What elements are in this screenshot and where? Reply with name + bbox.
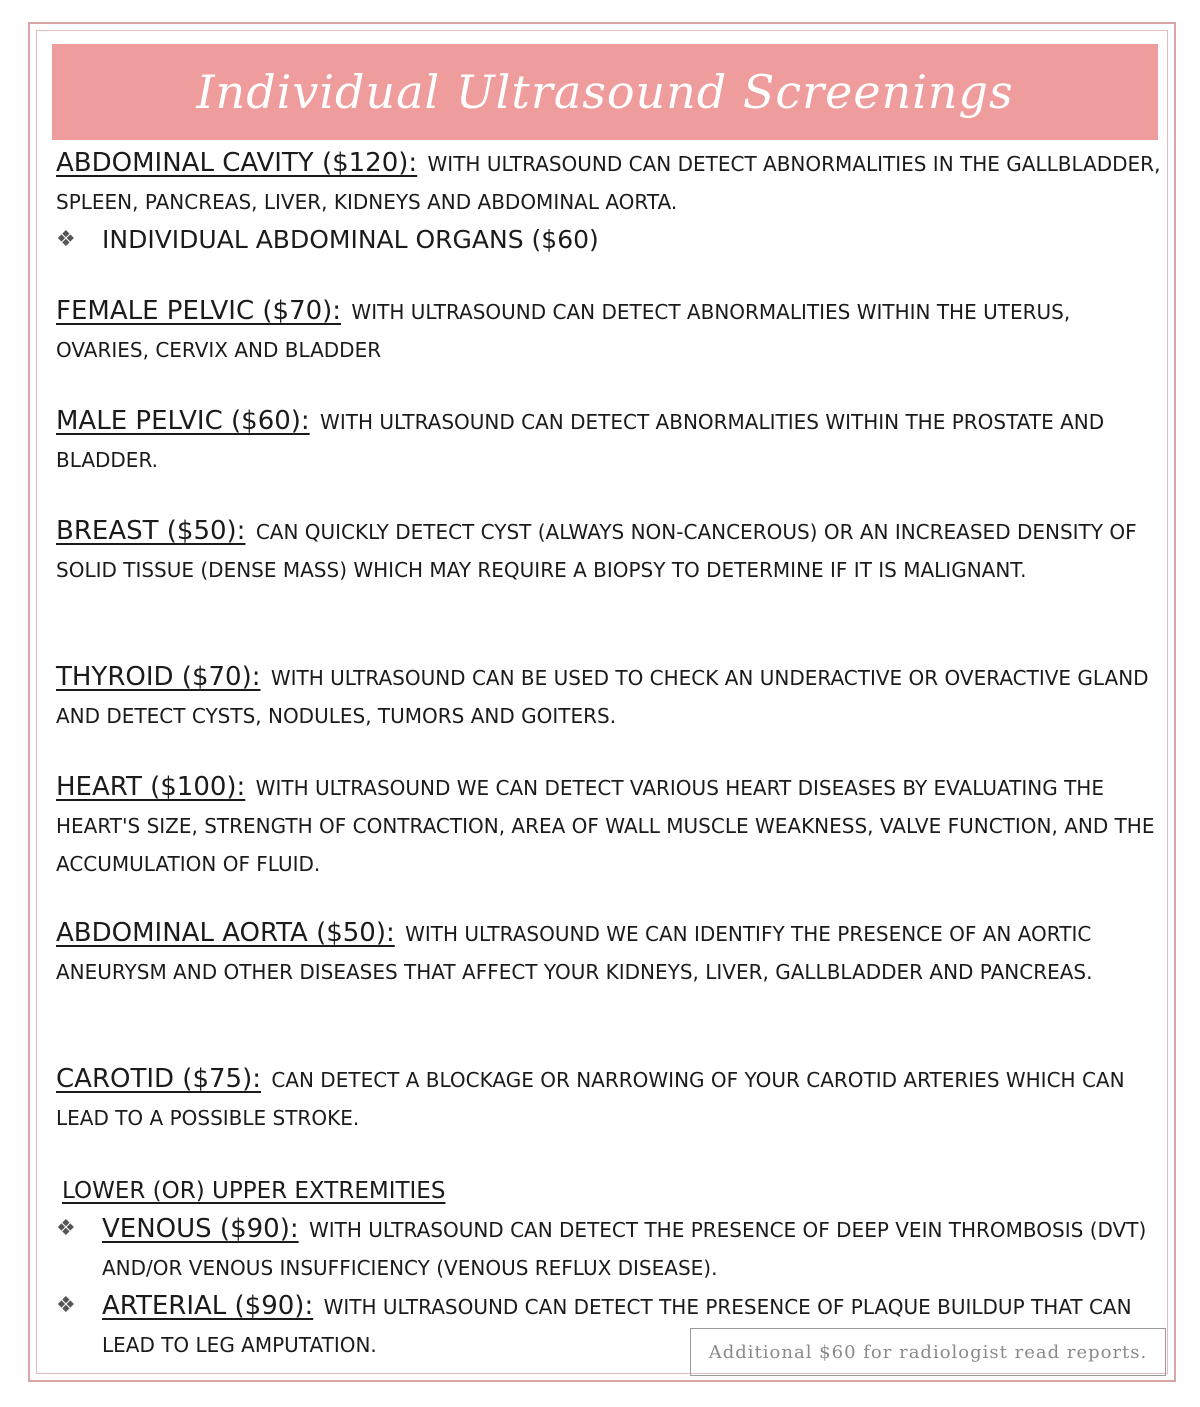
section-breast (56, 512, 1166, 589)
arterial-description: WITH ULTRASOUND CAN DETECT THE PRESENCE OF PLAQUE BUILDUP THAT CAN LEAD TO LEG AMPUTATION. (102, 1295, 1132, 1357)
arterial-heading: ARTERIAL ($90): (102, 1291, 314, 1321)
heart-description: WITH ULTRASOUND WE CAN DETECT VARIOUS HEART DISEASES BY EVALUATING THE HEART'S SIZE, STRENGTH OF CONTRACTION, AREA OF WALL MUSCLE WEAKNESS, VALVE FUNCTION, AND THE ACCUMULATION OF FLUID. (56, 776, 1155, 876)
list-item (56, 221, 1166, 259)
diamond-bullet-icon: ❖ (56, 227, 76, 252)
abdominal-aorta-description: WITH ULTRASOUND WE CAN IDENTIFY THE PRESENCE OF AN AORTIC ANEURYSM AND OTHER DISEASES THAT AFFECT YOUR KIDNEYS, LIVER, GALLBLADDER AND PANCREAS. (56, 922, 1093, 984)
carotid-description: CAN DETECT A BLOCKAGE OR NARROWING OF YOUR CAROTID ARTERIES WHICH CAN LEAD TO A POSSIBLE STROKE. (56, 1068, 1125, 1130)
section-thyroid (56, 658, 1166, 735)
title-banner (52, 44, 1158, 140)
list-item (56, 1210, 1166, 1287)
section-abdominal-aorta (56, 914, 1166, 991)
heart-heading: HEART ($100): (56, 772, 246, 802)
male-pelvic-heading: MALE PELVIC ($60): (56, 406, 310, 436)
venous-description: WITH ULTRASOUND CAN DETECT THE PRESENCE OF DEEP VEIN THROMBOSIS (DVT) AND/OR VENOUS INSUFFICIENCY (VENOUS REFLUX DISEASE). (102, 1218, 1147, 1280)
carotid-heading: CAROTID ($75): (56, 1064, 261, 1094)
individual-organs-item: INDIVIDUAL ABDOMINAL ORGANS ($60) (102, 225, 599, 254)
thyroid-description: WITH ULTRASOUND CAN BE USED TO CHECK AN UNDERACTIVE OR OVERACTIVE GLAND AND DETECT CYSTS, NODULES, TUMORS AND GOITERS. (56, 666, 1149, 728)
radiologist-note: Additional $60 for radiologist read reports. (690, 1328, 1166, 1376)
section-carotid (56, 1060, 1166, 1137)
venous-item (102, 1210, 1166, 1287)
abdominal-cavity-heading: ABDOMINAL CAVITY ($120): (56, 148, 418, 178)
abdominal-aorta-heading: ABDOMINAL AORTA ($50): (56, 918, 395, 948)
page-title: Individual Ultrasound Screenings (196, 65, 1014, 119)
section-male-pelvic (56, 402, 1166, 479)
venous-heading: VENOUS ($90): (102, 1214, 299, 1244)
female-pelvic-description: WITH ULTRASOUND CAN DETECT ABNORMALITIES WITHIN THE UTERUS, OVARIES, CERVIX AND BLADDER (56, 300, 1071, 362)
breast-heading: BREAST ($50): (56, 516, 246, 546)
section-female-pelvic (56, 292, 1166, 369)
section-heart (56, 768, 1166, 883)
female-pelvic-heading: FEMALE PELVIC ($70): (56, 296, 342, 326)
abdominal-cavity-description: WITH ULTRASOUND CAN DETECT ABNORMALITIES IN THE GALLBLADDER, SPLEEN, PANCREAS, LIVER, KIDNEYS AND ABDOMINAL AORTA. (56, 152, 1161, 214)
diamond-bullet-icon: ❖ (56, 1216, 76, 1241)
male-pelvic-description: WITH ULTRASOUND CAN DETECT ABNORMALITIES WITHIN THE PROSTATE AND BLADDER. (56, 410, 1105, 472)
section-abdominal-cavity (56, 144, 1166, 259)
diamond-bullet-icon: ❖ (56, 1293, 76, 1318)
extremities-heading: LOWER (OR) UPPER EXTREMITIES (62, 1178, 446, 1204)
thyroid-heading: THYROID ($70): (56, 662, 261, 692)
breast-description: CAN QUICKLY DETECT CYST (ALWAYS NON-CANCEROUS) OR AN INCREASED DENSITY OF SOLID TISSUE (DENSE MASS) WHICH MAY REQUIRE A BIOPSY TO DETERMINE IF IT IS MALIGNANT. (56, 520, 1137, 582)
